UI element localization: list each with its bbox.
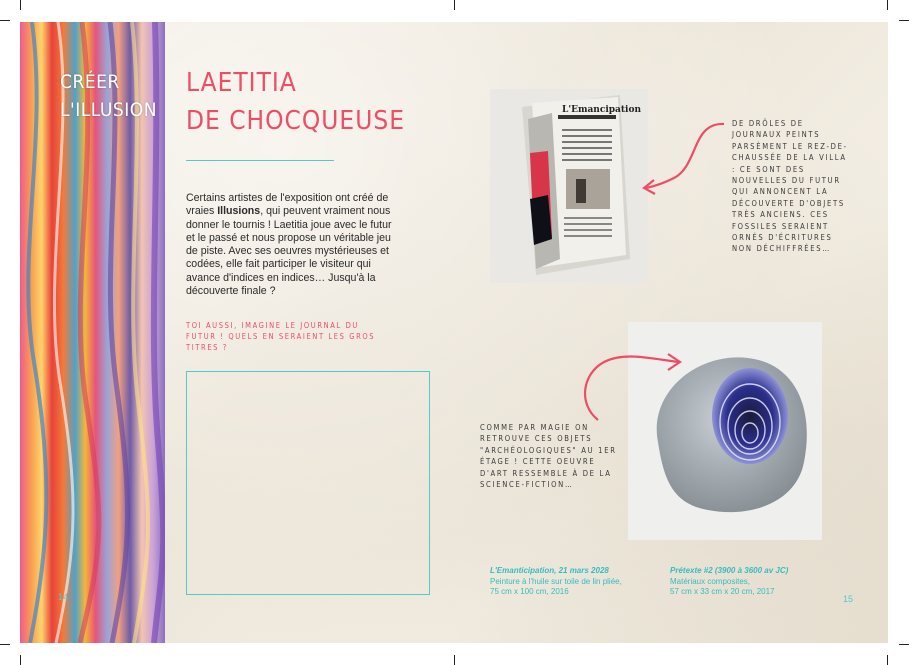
- caption-stone: [670, 566, 830, 598]
- caption-newspaper-line1: Peinture à l'huile sur toile de lin pliée,: [490, 576, 622, 586]
- intro-bold: Illusions: [217, 205, 261, 218]
- page-number-right: 15: [843, 594, 854, 604]
- crop-mark: [887, 655, 888, 665]
- page-number-left: 14: [58, 592, 69, 602]
- crop-mark: [20, 0, 21, 10]
- crop-mark: [899, 20, 909, 21]
- note-newspapers: DE DRÔLES DE JOURNAUX PEINTS PARSÈMENT LE REZ-DE-CHAUSSÉE DE LA VILLA : CE SONT DES NOUVELLES DU FUTUR QUI ANNONCENT LA DÉCOUVERTE D'OBJETS TRÈS ANCIENS. CES FOSSILES SERAIENT ORNÉS D'ÉCRITURES NON DÉCHIFFRÉES…: [732, 119, 848, 254]
- crop-mark: [454, 0, 455, 10]
- crop-mark: [899, 644, 909, 645]
- title-divider: [186, 160, 334, 161]
- intro-text-1: Certains artistes de l'exposition ont créé de vraies: [186, 192, 389, 218]
- newspaper-masthead: L'Emancipation: [562, 105, 641, 115]
- activity-prompt: TOI AUSSI, IMAGINE LE JOURNAL DU FUTUR ! QUELS EN SERAIENT LES GROS TITRES ?: [186, 321, 376, 352]
- newspaper-artwork-photo: [490, 89, 648, 283]
- intro-paragraph: [186, 192, 394, 298]
- drawing-box[interactable]: [186, 371, 430, 595]
- magazine-spread: [20, 22, 888, 643]
- caption-newspaper-line2: 75 cm x 100 cm, 2016: [490, 587, 569, 596]
- caption-newspaper: [490, 566, 650, 598]
- note-artifacts: COMME PAR MAGIE ON RETROUVE CES OBJETS "ARCHÉOLOGIQUES" AU 1ER ÉTAGE ! CETTE OEUVRE D'ART RESSEMBLE À DE LA SCIENCE-FICTION…: [480, 423, 617, 490]
- caption-stone-line1: Matériaux composites,: [670, 576, 751, 586]
- arrow-to-stone-icon: [568, 344, 688, 424]
- crop-mark: [454, 655, 455, 665]
- section-title: CRÉER L'ILLUSION: [60, 71, 157, 121]
- intro-text-2: , qui peuvent vraiment nous donner le tournis ! Laetitia joue avec le futur et le passé et nous propose un véritable jeu de piste. Avec ses oeuvres mystérieuses et codées, elle fait participer le visiteur qui avance d'indices en indices… Jusqu'à la découverte finale ?: [186, 205, 392, 298]
- crop-mark: [20, 655, 21, 665]
- artist-name-line2: DE CHOCQUEUSE: [186, 106, 405, 136]
- artist-name: [186, 64, 405, 140]
- caption-stone-line2: 57 cm x 33 cm x 20 cm, 2017: [670, 587, 775, 596]
- caption-newspaper-title: L'Emanticipation, 21 mars 2028: [490, 566, 609, 575]
- artist-name-line1: LAETITIA: [186, 68, 297, 98]
- crop-mark: [0, 20, 10, 21]
- crop-mark: [887, 0, 888, 10]
- crop-mark: [0, 644, 10, 645]
- arrow-to-newspaper-icon: [640, 118, 730, 198]
- caption-stone-title: Prétexte #2 (3900 à 3600 av JC): [670, 566, 789, 575]
